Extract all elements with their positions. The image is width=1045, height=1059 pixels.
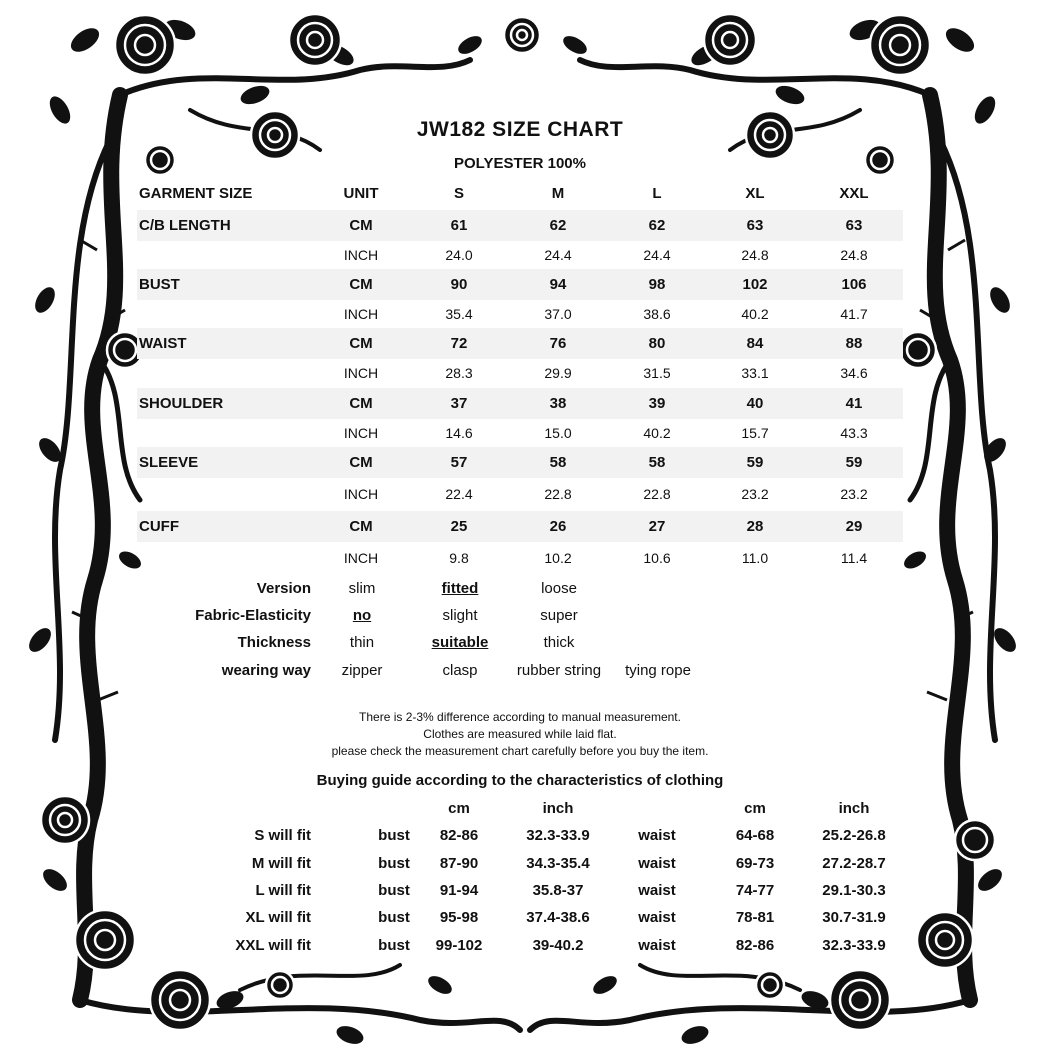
inch-value: 22.4	[445, 486, 473, 502]
inch-value: 24.8	[840, 247, 868, 263]
measurement-label: CUFF	[139, 518, 179, 535]
cm-value: 63	[746, 217, 764, 234]
cm-value: 88	[845, 335, 863, 352]
inch-value: 37.0	[544, 306, 572, 322]
guide-bust-cm: 87-90	[439, 855, 479, 872]
cm-value: 102	[742, 276, 768, 293]
guide-bust-cm: 99-102	[435, 937, 483, 954]
note-check-chart: please check the measurement chart carefully before you buy the item.	[331, 744, 709, 758]
unit-cm: CM	[349, 454, 373, 471]
cm-value: 63	[845, 217, 863, 234]
inch-value: 24.4	[544, 247, 572, 263]
guide-waist-label: waist	[638, 937, 676, 954]
inch-value: 11.4	[840, 550, 868, 566]
guide-bust-label: bust	[378, 909, 410, 926]
cm-value: 90	[450, 276, 468, 293]
note-difference: There is 2-3% difference according to manual measurement.	[359, 710, 681, 724]
buying-guide-title: Buying guide according to the characteristics of clothing	[316, 772, 724, 789]
inch-value: 38.6	[643, 306, 671, 322]
page-title: JW182 SIZE CHART	[416, 118, 624, 141]
header-size-xl: XL	[745, 185, 765, 202]
inch-value: 31.5	[643, 365, 671, 381]
cm-value: 27	[648, 518, 666, 535]
guide-header-waist-inch: inch	[838, 800, 870, 817]
header-size-l: L	[652, 185, 662, 202]
guide-bust-label: bust	[378, 937, 410, 954]
guide-waist-cm: 78-81	[735, 909, 775, 926]
inch-value: 23.2	[840, 486, 868, 502]
header-size-s: S	[453, 185, 464, 202]
guide-size-label: L will fit	[255, 882, 311, 899]
property-option-selected: no	[352, 607, 372, 624]
guide-bust-inch: 37.4-38.6	[526, 909, 590, 926]
property-option: super	[540, 607, 578, 624]
property-option: thick	[543, 634, 575, 651]
guide-size-label: XL will fit	[245, 909, 311, 926]
property-label: Thickness	[237, 634, 311, 651]
guide-waist-cm: 82-86	[735, 937, 775, 954]
cm-value: 38	[549, 395, 567, 412]
inch-value: 24.8	[741, 247, 769, 263]
property-option: slight	[442, 607, 478, 624]
cm-value: 62	[549, 217, 567, 234]
inch-value: 22.8	[544, 486, 572, 502]
header-garment-size: GARMENT SIZE	[139, 185, 253, 202]
measurement-label: C/B LENGTH	[139, 217, 231, 234]
cm-value: 72	[450, 335, 468, 352]
guide-size-label: S will fit	[254, 827, 311, 844]
guide-waist-inch: 32.3-33.9	[822, 937, 886, 954]
property-option-selected: suitable	[431, 634, 489, 651]
cm-value: 39	[648, 395, 666, 412]
inch-value: 10.2	[544, 550, 572, 566]
cm-value: 26	[549, 518, 567, 535]
guide-waist-cm: 69-73	[735, 855, 775, 872]
property-option: loose	[541, 580, 577, 597]
inch-value: 22.8	[643, 486, 671, 502]
inch-value: 43.3	[840, 425, 868, 441]
cm-value: 57	[450, 454, 468, 471]
measurement-label: SHOULDER	[139, 395, 224, 412]
inch-value: 33.1	[741, 365, 769, 381]
header-unit: UNIT	[343, 185, 379, 202]
guide-bust-inch: 39-40.2	[532, 937, 584, 954]
guide-bust-cm: 95-98	[439, 909, 479, 926]
inch-value: 15.0	[544, 425, 572, 441]
note-laid-flat: Clothes are measured while laid flat.	[423, 727, 617, 741]
cm-value: 28	[746, 518, 764, 535]
property-label: Fabric-Elasticity	[195, 607, 311, 624]
measurement-label: BUST	[139, 276, 180, 293]
property-label: wearing way	[221, 662, 311, 679]
cm-value: 25	[450, 518, 468, 535]
cm-value: 41	[845, 395, 863, 412]
inch-value: 28.3	[445, 365, 473, 381]
inch-value: 40.2	[741, 306, 769, 322]
cm-value: 84	[746, 335, 764, 352]
property-option: thin	[349, 634, 375, 651]
guide-waist-cm: 74-77	[735, 882, 775, 899]
unit-cm: CM	[349, 518, 373, 535]
property-option: zipper	[341, 662, 383, 679]
inch-value: 24.4	[643, 247, 671, 263]
cm-value: 37	[450, 395, 468, 412]
guide-size-label: XXL will fit	[235, 937, 311, 954]
measurement-label: SLEEVE	[139, 454, 199, 471]
inch-value: 29.9	[544, 365, 572, 381]
guide-header-bust-cm: cm	[448, 800, 470, 817]
inch-value: 24.0	[445, 247, 473, 263]
unit-cm: CM	[349, 276, 373, 293]
header-size-xxl: XXL	[839, 185, 869, 202]
inch-value: 15.7	[741, 425, 769, 441]
cm-value: 106	[841, 276, 867, 293]
guide-bust-inch: 34.3-35.4	[526, 855, 590, 872]
unit-inch: INCH	[343, 365, 379, 381]
guide-waist-label: waist	[638, 827, 676, 844]
property-option-selected: fitted	[441, 580, 479, 597]
cm-value: 80	[648, 335, 666, 352]
guide-header-bust-inch: inch	[542, 800, 574, 817]
inch-value: 35.4	[445, 306, 473, 322]
guide-waist-inch: 29.1-30.3	[822, 882, 886, 899]
cm-value: 58	[549, 454, 567, 471]
inch-value: 14.6	[445, 425, 473, 441]
unit-inch: INCH	[343, 247, 379, 263]
property-option: rubber string	[516, 662, 602, 679]
cm-value: 98	[648, 276, 666, 293]
guide-waist-label: waist	[638, 882, 676, 899]
cm-value: 59	[845, 454, 863, 471]
guide-bust-inch: 35.8-37	[532, 882, 584, 899]
inch-value: 34.6	[840, 365, 868, 381]
inch-value: 23.2	[741, 486, 769, 502]
measurement-label: WAIST	[139, 335, 187, 352]
unit-inch: INCH	[343, 306, 379, 322]
guide-waist-inch: 30.7-31.9	[822, 909, 886, 926]
unit-cm: CM	[349, 395, 373, 412]
guide-waist-label: waist	[638, 855, 676, 872]
property-label: Version	[256, 580, 311, 597]
guide-waist-label: waist	[638, 909, 676, 926]
inch-value: 10.6	[643, 550, 671, 566]
unit-inch: INCH	[343, 486, 379, 502]
guide-waist-cm: 64-68	[735, 827, 775, 844]
guide-size-label: M will fit	[251, 855, 311, 872]
guide-bust-cm: 82-86	[439, 827, 479, 844]
guide-bust-label: bust	[378, 882, 410, 899]
cm-value: 94	[549, 276, 567, 293]
property-option: slim	[348, 580, 376, 597]
property-option: clasp	[442, 662, 478, 679]
unit-inch: INCH	[343, 425, 379, 441]
inch-value: 11.0	[741, 550, 769, 566]
guide-bust-inch: 32.3-33.9	[526, 827, 590, 844]
guide-bust-label: bust	[378, 855, 410, 872]
unit-cm: CM	[349, 217, 373, 234]
cm-value: 59	[746, 454, 764, 471]
header-size-m: M	[551, 185, 565, 202]
cm-value: 58	[648, 454, 666, 471]
cm-value: 61	[450, 217, 468, 234]
fabric-subtitle: POLYESTER 100%	[453, 155, 586, 172]
guide-bust-cm: 91-94	[439, 882, 479, 899]
guide-waist-inch: 27.2-28.7	[822, 855, 886, 872]
inch-value: 9.8	[449, 550, 469, 566]
cm-value: 76	[549, 335, 567, 352]
cm-value: 62	[648, 217, 666, 234]
guide-header-waist-cm: cm	[744, 800, 766, 817]
unit-inch: INCH	[343, 550, 379, 566]
property-option: tying rope	[625, 662, 691, 679]
inch-value: 40.2	[643, 425, 671, 441]
guide-bust-label: bust	[378, 827, 410, 844]
unit-cm: CM	[349, 335, 373, 352]
inch-value: 41.7	[840, 306, 868, 322]
cm-value: 29	[845, 518, 863, 535]
cm-value: 40	[746, 395, 764, 412]
guide-waist-inch: 25.2-26.8	[822, 827, 886, 844]
